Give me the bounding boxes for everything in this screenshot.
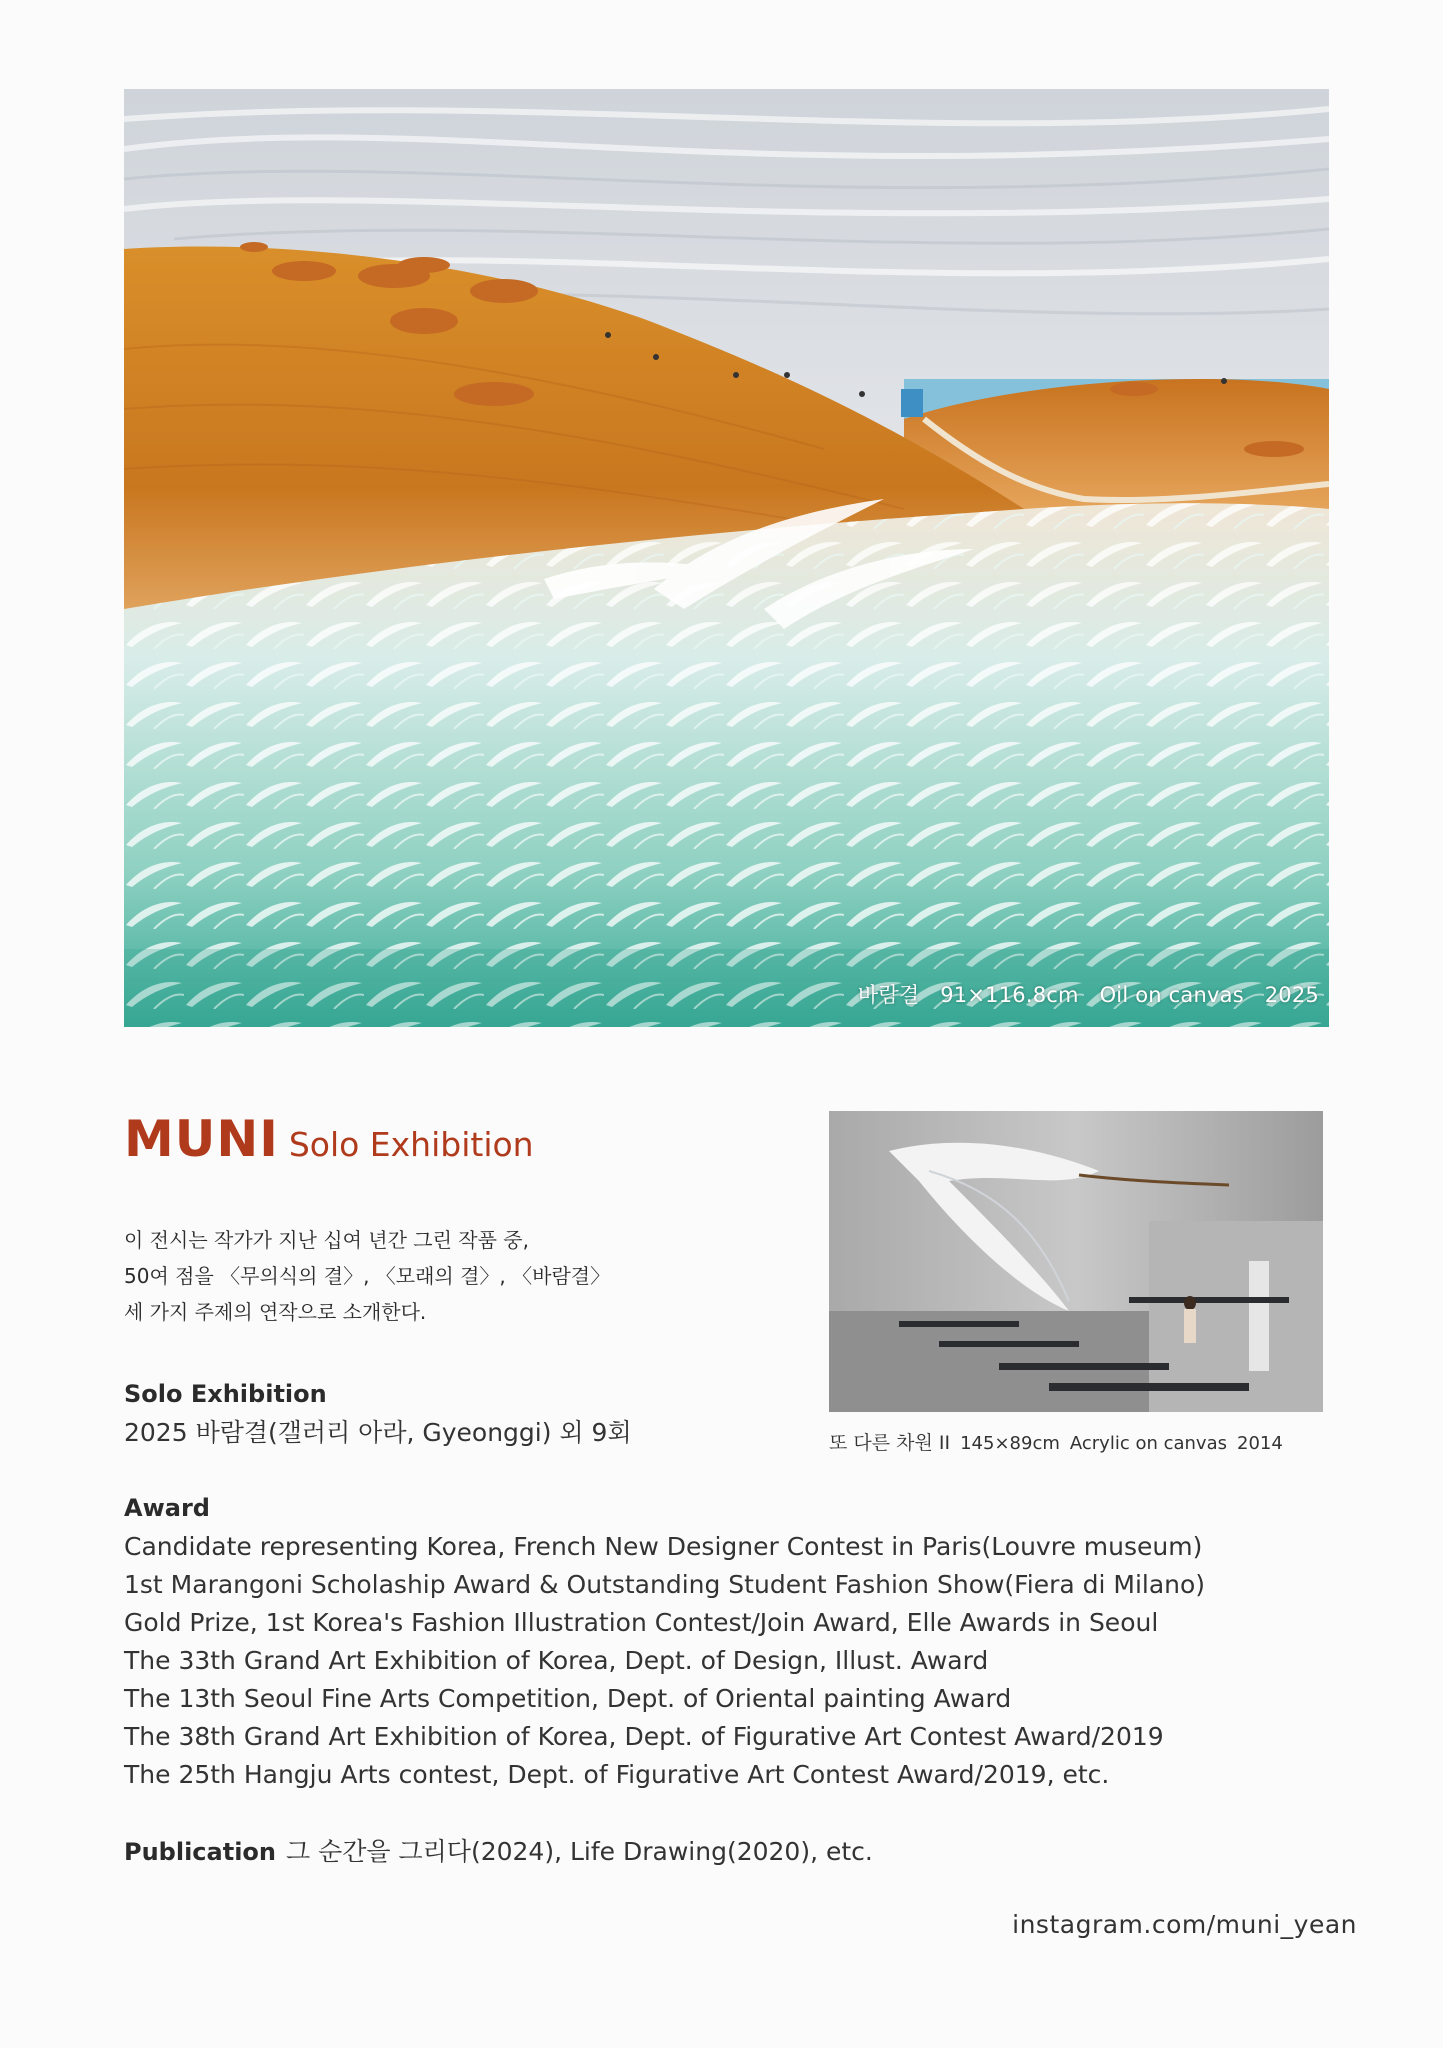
- solo-exhibition-heading: Solo Exhibition: [124, 1380, 327, 1408]
- second-caption-medium: Acrylic on canvas: [1069, 1433, 1227, 1454]
- main-painting: [124, 89, 1329, 1027]
- second-painting-caption: [829, 1428, 1329, 1455]
- second-painting: [829, 1111, 1323, 1412]
- painting-wind-grass-image: [124, 89, 1329, 1027]
- main-caption-medium: Oil on canvas: [1099, 983, 1244, 1007]
- intro-line-3: 세 가지 주제의 연작으로 소개한다.: [124, 1300, 427, 1324]
- intro-text: [124, 1222, 684, 1330]
- main-painting-caption: [858, 979, 1319, 1009]
- second-caption-year: 2014: [1237, 1433, 1283, 1454]
- second-caption-size: 145×89cm: [960, 1433, 1060, 1454]
- solo-exhibition-text: 2025 바람결(갤러리 아라, Gyeonggi) 외 9회: [124, 1418, 632, 1447]
- award-item: 1st Marangoni Scholaship Award & Outstanding Student Fashion Show(Fiera di Milano): [124, 1570, 1206, 1599]
- award-item: The 13th Seoul Fine Arts Competition, Dept. of Oriental painting Award: [124, 1684, 1012, 1713]
- intro-line-2: 50여 점을 〈무의식의 결〉, 〈모래의 결〉, 〈바람결〉: [124, 1264, 611, 1288]
- publication: [124, 1832, 873, 1868]
- artist-name: MUNI: [124, 1110, 279, 1168]
- publication-label: Publication: [124, 1838, 277, 1866]
- award-item: The 25th Hangju Arts contest, Dept. of Figurative Art Contest Award/2019, etc.: [124, 1760, 1110, 1789]
- publication-text: 그 순간을 그리다(2024), Life Drawing(2020), etc.: [286, 1837, 873, 1866]
- main-caption-size: 91×116.8cm: [940, 983, 1079, 1007]
- second-caption-title: 또 다른 차원 II: [829, 1432, 951, 1454]
- award-item: Gold Prize, 1st Korea's Fashion Illustration Contest/Join Award, Elle Awards in Seoul: [124, 1608, 1159, 1637]
- main-caption-year: 2025: [1264, 983, 1319, 1007]
- award-heading: Award: [124, 1494, 210, 1522]
- award-list: [124, 1528, 1205, 1794]
- instagram-link[interactable]: instagram.com/muni_yean: [1012, 1910, 1357, 1939]
- exhibition-subtitle: Solo Exhibition: [288, 1125, 534, 1164]
- award-item: Candidate representing Korea, French New Designer Contest in Paris(Louvre museum): [124, 1532, 1203, 1561]
- award-item: The 33th Grand Art Exhibition of Korea, Dept. of Design, Illust. Award: [124, 1646, 989, 1675]
- painting-another-dimension-image: [829, 1111, 1323, 1412]
- main-caption-title: 바람결: [857, 983, 920, 1007]
- award-item: The 38th Grand Art Exhibition of Korea, Dept. of Figurative Art Contest Award/2019: [124, 1722, 1164, 1751]
- intro-line-1: 이 전시는 작가가 지난 십여 년간 그린 작품 중,: [124, 1228, 529, 1252]
- page-title: [124, 1110, 534, 1168]
